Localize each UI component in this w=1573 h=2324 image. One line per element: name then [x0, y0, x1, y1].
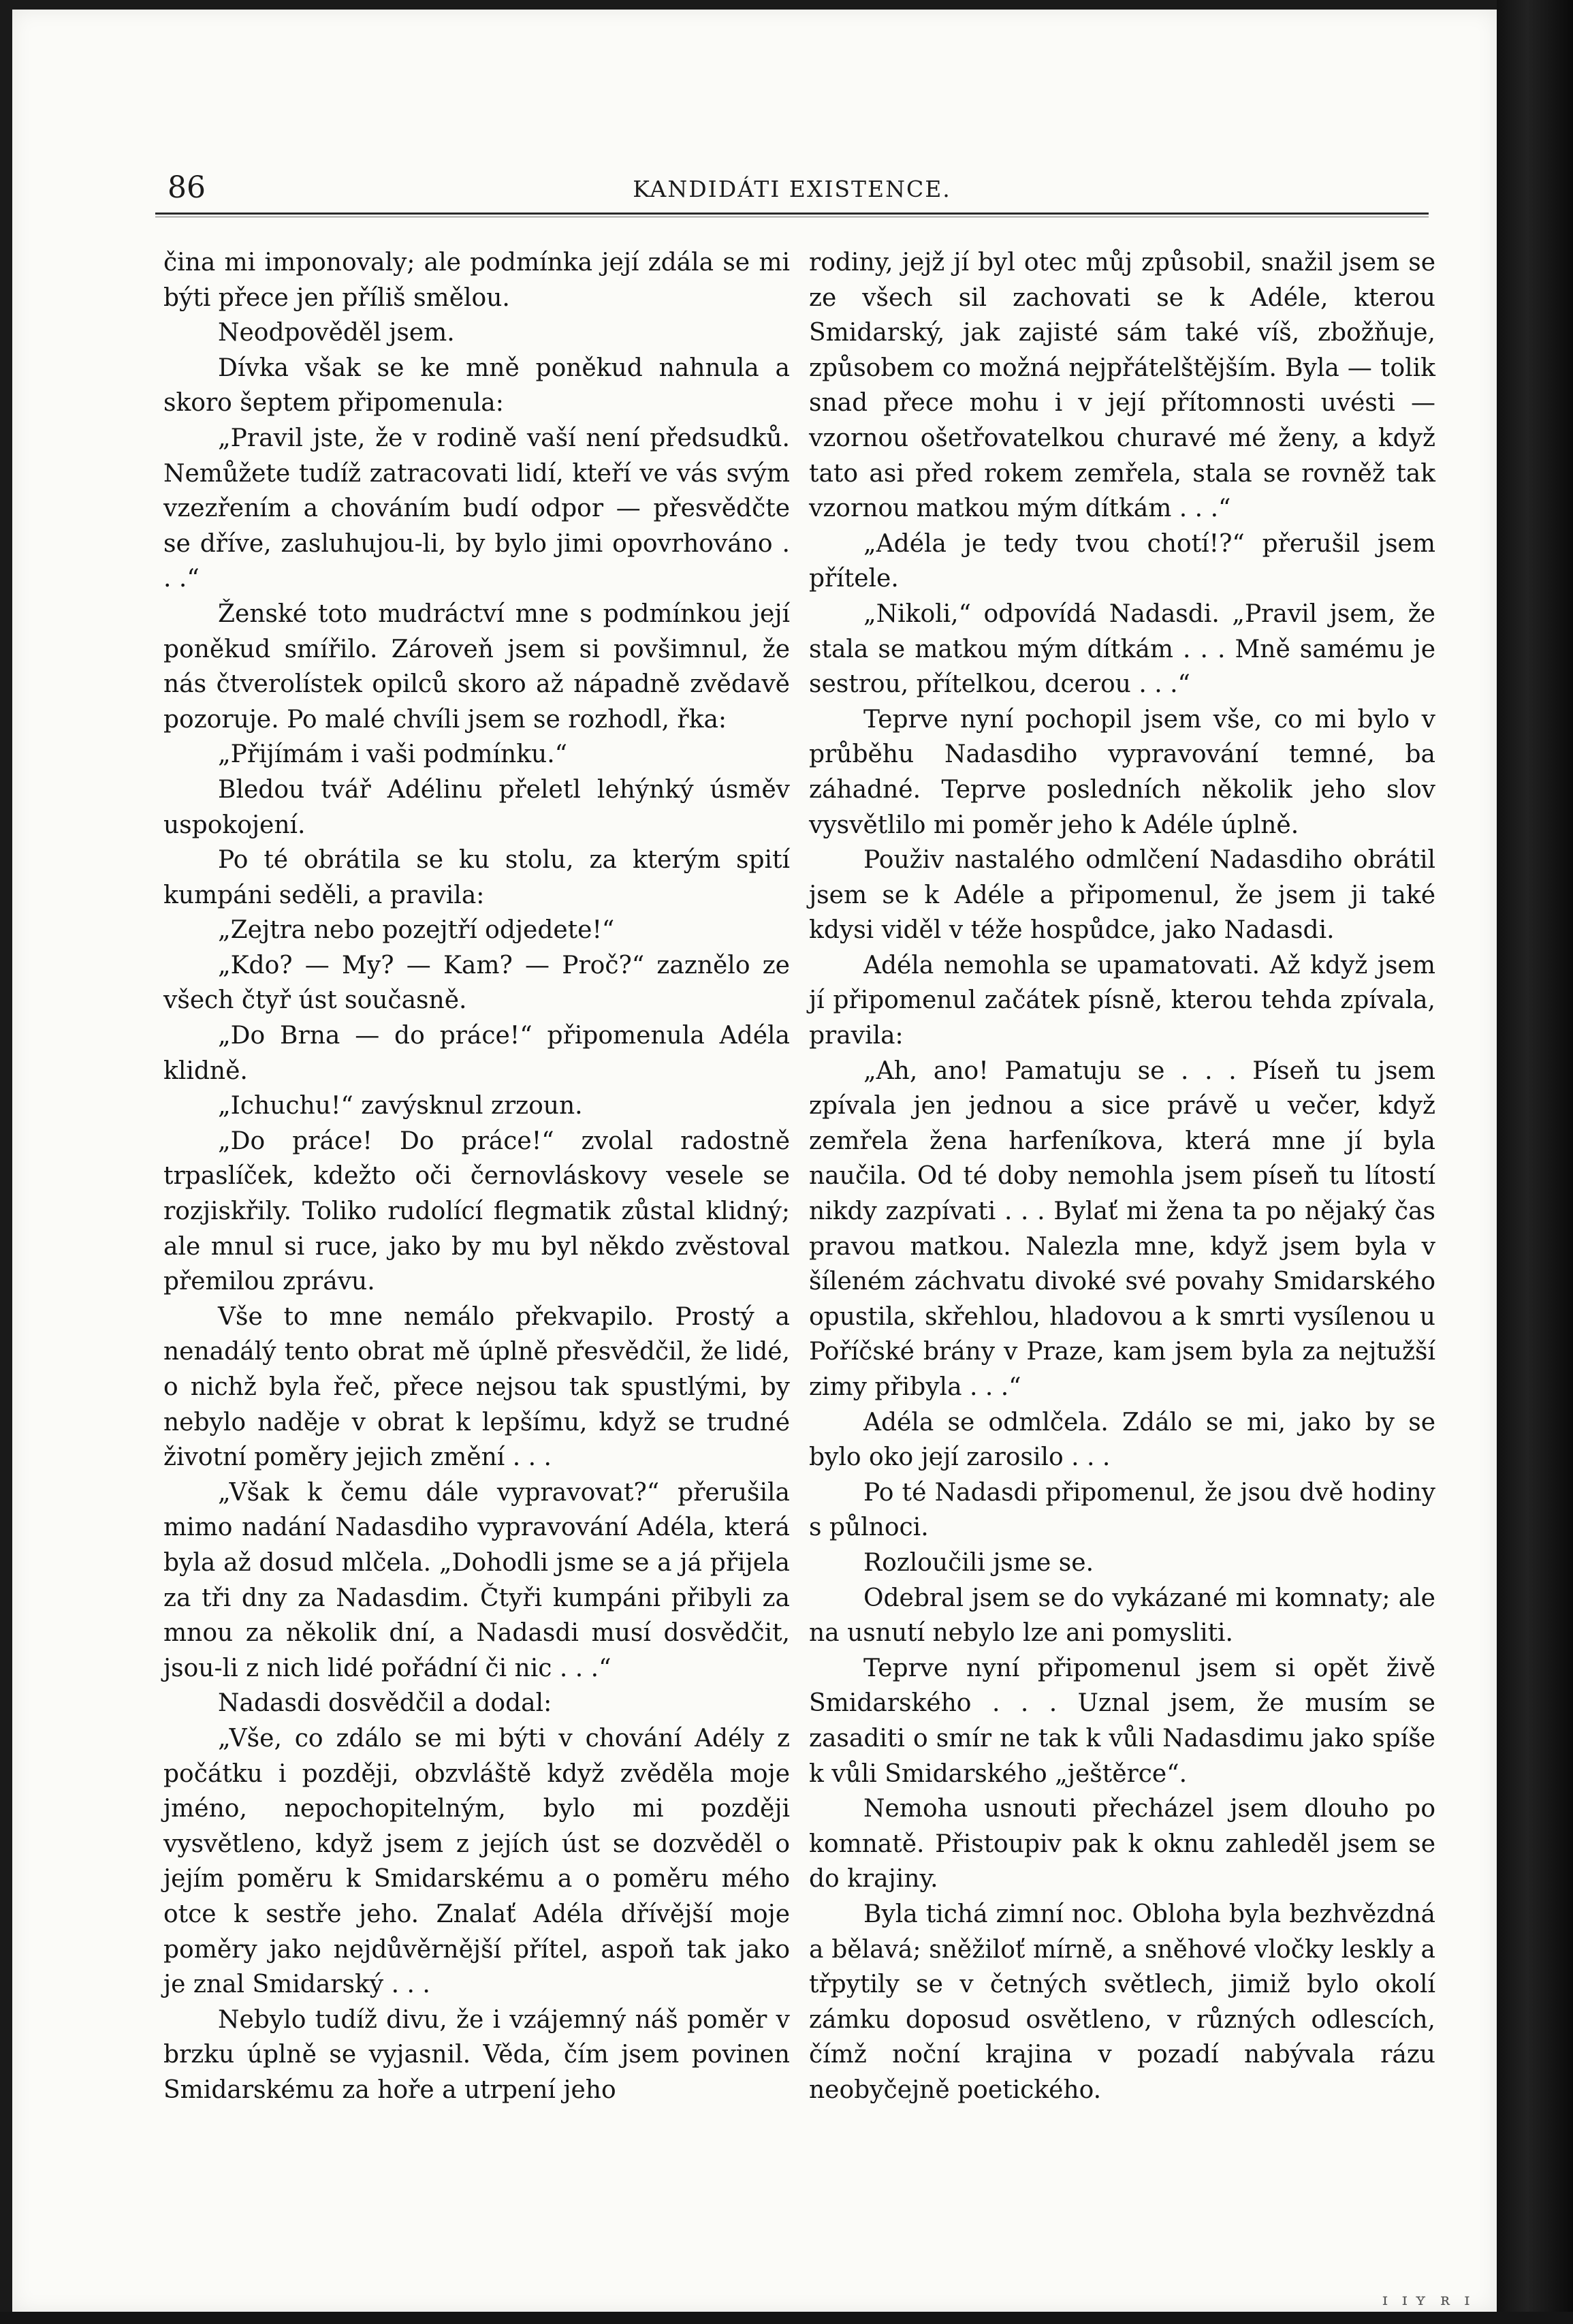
paragraph: Po té obrátila se ku stolu, za kterým spití kumpáni seděli, a pravila:: [163, 846, 790, 909]
paragraph: Teprve nyní pochopil jsem vše, co mi bylo v průběhu Nadasdiho vypravování temné, ba záhadné. Teprve posledních několik jeho slov vysvětlilo mi poměr jeho k Adéle úplně.: [809, 705, 1435, 839]
paragraph: Nadasdi dosvědčil a dodal:: [218, 1689, 552, 1718]
paragraph: Rozloučili jsme se.: [863, 1548, 1094, 1577]
paragraph: „Kdo? — My? — Kam? — Proč?“ zaznělo ze všech čtyř úst současně.: [163, 951, 790, 1015]
scan-edge-right: [1497, 0, 1573, 2324]
right-column: [809, 245, 1435, 2107]
paragraph: „Adéla je tedy tvou chotí!?“ přerušil jsem přítele.: [809, 529, 1435, 593]
paragraph: Odebral jsem se do vykázané mi komnaty; ale na usnutí nebylo lze ani pomysliti.: [809, 1584, 1435, 1648]
left-column: [163, 245, 790, 2107]
paragraph: Po té Nadasdi připomenul, že jsou dvě hodiny s půlnoci.: [809, 1478, 1435, 1542]
paragraph: „Do práce! Do práce!“ zvolal radostně trpaslíček, kdežto oči černovláskovy vesele se rozjiskřily. Toliko rudolící flegmatik zůstal klidný; ale mnul si ruce, jako by mu byl někdo zvěstoval přemilou zprávu.: [163, 1127, 790, 1296]
paragraph: „Zejtra nebo pozejtří odjedete!“: [218, 916, 615, 945]
page-number: 86: [168, 170, 206, 205]
page-header: [155, 170, 1429, 211]
paragraph: Nemoha usnouti přecházel jsem dlouho po komnatě. Přistoupiv pak k oknu zahleděl jsem se do krajiny.: [809, 1795, 1435, 1894]
paragraph: „Ichuchu!“ zavýsknul zrzoun.: [218, 1092, 583, 1120]
paragraph: „Pravil jste, že v rodině vaší není předsudků. Nemůžete tudíž zatracovati lidí, kteří ve vás svým vzezřením a chováním budí odpor — přesvědčte se dříve, zasluhujou-li, by bylo jimi opovrhováno . . .“: [163, 424, 790, 593]
paragraph: „Do Brna — do práce!“ připomenula Adéla klidně.: [163, 1022, 790, 1085]
paragraph: Neodpověděl jsem.: [218, 319, 455, 347]
paragraph: Bledou tvář Adélinu přeletl lehýnký úsměv uspokojení.: [163, 775, 790, 839]
paragraph: Vše to mne nemálo překvapilo. Prostý a nenadálý tento obrat mě úplně přesvědčil, že lidé, o nichž byla řeč, přece nejsou tak spustlými, by nebylo naděje v obrat k lepšímu, když se trudné životní poměry jejich změní . . .: [163, 1302, 790, 1472]
scan-edge-bottom: [0, 2312, 1573, 2324]
paragraph: Byla tichá zimní noc. Obloha byla bezhvězdná a bělavá; sněžiloť mírně, a sněhové vločky leskly a třpytily se v četných světlech, jimiž bylo okolí zámku doposud osvětleno, v různých odlescích, čímž noční krajina v pozadí nabývala rázu neobyčejně poetického.: [809, 1900, 1435, 2104]
paragraph: Ženské toto mudráctví mne s podmínkou její poněkud smířilo. Zároveň jsem si povšimnul, že nás čtverolístek opilců skoro až nápadně zvědavě pozoruje. Po malé chvíli jsem se rozhodl, řka:: [163, 599, 790, 734]
paragraph: Použiv nastalého odmlčení Nadasdiho obrátil jsem se k Adéle a připomenul, že jsem ji také kdysi viděl v téže hospůdce, jako Nadasdi.: [809, 846, 1435, 945]
paragraph: Adéla nemohla se upamatovati. Až když jsem jí připomenul začátek písně, kterou tehda zpívala, pravila:: [809, 951, 1435, 1050]
paragraph: rodiny, jejž jí byl otec můj způsobil, snažil jsem se ze všech sil zachovati se k Adéle, kterou Smidarský, jak zajisté sám také víš, zbožňuje, způsobem co možná nejpřátelštějším. Byla — tolik snad přece mohu i v její přítomnosti uvésti — vzornou ošetřovatelkou churavé mé ženy, a když tato asi před rokem zemřela, stala se rovněž tak vzornou matkou mým dítkám . . .“: [809, 249, 1435, 523]
paragraph: „Vše, co zdálo se mi býti v chování Adély z počátku i později, obzvláště když zvěděla moje jméno, nepochopitelným, bylo mi později vysvětleno, když jsem z jejích úst se dozvěděl o jejím poměru k Smidarskému a o poměru mého otce k sestře jeho. Znalať Adéla dřívější moje poměry jako nejdůvěrnější přítel, aspoň tak jako je znal Smidarský . . .: [163, 1724, 790, 1999]
header-rule: [155, 213, 1429, 215]
paragraph: „Nikoli,“ odpovídá Nadasdi. „Pravil jsem, že stala se matkou mým dítkám . . . Mně samému je sestrou, přítelkou, dcerou . . .“: [809, 599, 1435, 699]
paragraph: „Přijímám i vaši podmínku.“: [218, 740, 568, 769]
paragraph: Adéla se odmlčela. Zdálo se mi, jako by se bylo oko její zarosilo . . .: [809, 1408, 1435, 1472]
paragraph: čina mi imponovaly; ale podmínka její zdála se mi býti přece jen příliš smělou.: [163, 249, 790, 312]
paragraph: Dívka však se ke mně poněkud nahnula a skoro šeptem připomenula:: [163, 354, 790, 418]
paragraph: „Ah, ano! Pamatuju se . . . Píseň tu jsem zpívala jen jednou a sice právě u večer, když zemřela žena harfeníkova, která mne jí byla naučila. Od té doby nemohla jsem píseň tu lítostí nikdy zazpívati . . . Bylať mi žena ta po nějaký čas pravou matkou. Nalezla mne, když jsem byla v šíleném záchvatu divoké své povahy Smidarského opustila, skřehlou, hladovou a k smrti vysílenou u Poříčské brány v Praze, kam jsem byla za nejtužší zimy přibyla . . .“: [809, 1056, 1435, 1401]
paragraph: Nebylo tudíž divu, že i vzájemný náš poměr v brzku úplně se vyjasnil. Věda, čím jsem povinen Smidarskému za hoře a utrpení jeho: [163, 2005, 790, 2104]
corner-mark: ɪ ɪ ʏ ʀ ɪ: [1382, 2290, 1472, 2309]
running-title: KANDIDÁTI EXISTENCE.: [633, 176, 951, 202]
paragraph: Teprve nyní připomenul jsem si opět živě Smidarského . . . Uznal jsem, že musím se zasaditi o smír ne tak k vůli Nadasdimu jako spíše k vůli Smidarského „ještěrce“.: [809, 1654, 1435, 1788]
paragraph: „Však k čemu dále vypravovat?“ přerušila mimo nadání Nadasdiho vypravování Adéla, která byla až dosud mlčela. „Dohodli jsme se a já přijela za tři dny za Nadasdim. Čtyři kumpáni přibyli za mnou za několik dní, a Nadasdi musí dosvědčit, jsou-li z nich lidé pořádní či nic . . .“: [163, 1478, 790, 1682]
